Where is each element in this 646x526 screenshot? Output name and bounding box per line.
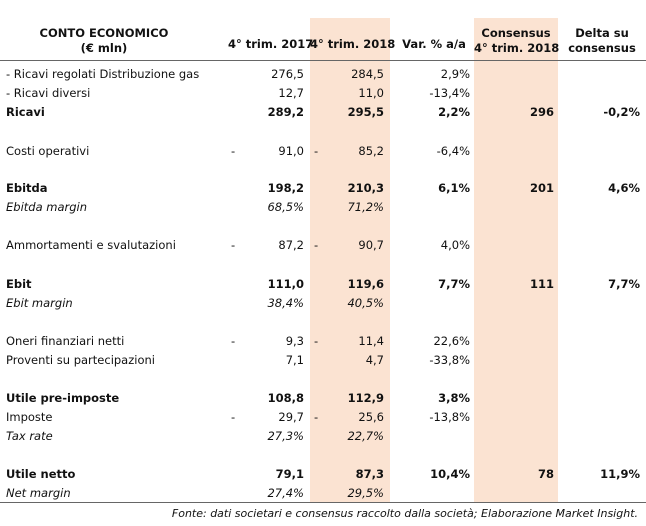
row-4-var: 6,1% (438, 181, 470, 195)
row-15-q2018: 29,5% (347, 486, 384, 500)
row-5-label: Ebitda margin (6, 200, 88, 214)
row-14-var: 10,4% (430, 467, 470, 481)
header-consensus-line2: 4° trim. 2018 (474, 41, 560, 55)
row-14-consensus: 78 (537, 467, 554, 481)
header-var: Var. % a/a (402, 37, 466, 51)
row-2-q2018: 295,5 (347, 105, 384, 119)
row-7-var: 7,7% (438, 277, 470, 291)
row-11-q2018: 112,9 (347, 391, 384, 405)
row-4-consensus: 201 (529, 181, 554, 195)
row-7-q2017: 111,0 (267, 277, 304, 291)
row-2-var: 2,2% (438, 105, 470, 119)
row-4-q2018: 210,3 (347, 181, 384, 195)
header-delta (560, 26, 644, 56)
row-13-q2017: 27,3% (267, 429, 304, 443)
row-7-consensus: 111 (529, 277, 554, 291)
row-9-label: Oneri finanziari netti (6, 334, 125, 348)
row-1-label: - Ricavi diversi (6, 86, 91, 100)
row-7-delta: 7,7% (608, 277, 640, 291)
header-divider (0, 60, 646, 61)
row-8-label: Ebit margin (6, 296, 73, 310)
row-7-label: Ebit (6, 277, 32, 291)
row-9-var: 22,6% (433, 334, 470, 348)
row-1-q2018: 11,0 (358, 86, 384, 100)
bottom-divider (0, 502, 646, 503)
row-3-q2017-minus-sign: - (231, 144, 236, 158)
row-6-q2017: 87,2 (278, 238, 304, 252)
row-13-label: Tax rate (6, 429, 53, 443)
row-12-q2017: 29,7 (278, 410, 304, 424)
row-3-q2018: 85,2 (358, 144, 384, 158)
row-4-delta: 4,6% (608, 181, 640, 195)
row-7-q2018: 119,6 (347, 277, 384, 291)
row-0-var: 2,9% (440, 67, 470, 81)
row-3-q2017: 91,0 (278, 144, 304, 158)
row-3-label: Costi operativi (6, 144, 90, 158)
row-6-label: Ammortamenti e svalutazioni (6, 238, 176, 252)
row-2-label: Ricavi (6, 105, 45, 119)
row-1-q2017: 12,7 (278, 86, 304, 100)
header-consensus (474, 26, 558, 56)
row-15-q2017: 27,4% (267, 486, 304, 500)
header-title (14, 26, 194, 56)
row-12-q2017-minus-sign: - (231, 410, 236, 424)
row-9-q2018: 11,4 (358, 334, 384, 348)
row-15-label: Net margin (6, 486, 71, 500)
header-delta-line2: consensus (568, 41, 636, 55)
row-10-label: Proventi su partecipazioni (6, 353, 155, 367)
row-9-q2018-minus-sign: - (314, 334, 319, 348)
row-11-var: 3,8% (438, 391, 470, 405)
row-10-q2018: 4,7 (365, 353, 384, 367)
row-8-q2018: 40,5% (347, 296, 384, 310)
header-q4-2017: 4° trim. 2017 (228, 37, 314, 51)
row-10-var: -33,8% (429, 353, 470, 367)
row-0-label: - Ricavi regolati Distribuzione gas (6, 67, 200, 81)
highlight-column-consensus (474, 18, 558, 502)
row-5-q2018: 71,2% (347, 200, 384, 214)
header-title-line1: CONTO ECONOMICO (39, 26, 169, 40)
row-9-q2017: 9,3 (285, 334, 304, 348)
row-2-q2017: 289,2 (267, 105, 304, 119)
row-6-var: 4,0% (440, 238, 470, 252)
row-6-q2018: 90,7 (358, 238, 384, 252)
row-9-q2017-minus-sign: - (231, 334, 236, 348)
row-2-consensus: 296 (529, 105, 554, 119)
header-delta-line1: Delta su (575, 26, 629, 40)
row-3-var: -6,4% (436, 144, 470, 158)
row-10-q2017: 7,1 (285, 353, 304, 367)
row-6-q2017-minus-sign: - (231, 238, 236, 252)
row-4-label: Ebitda (6, 181, 48, 195)
row-2-delta: -0,2% (603, 105, 640, 119)
header-title-line2: (€ mln) (80, 41, 128, 55)
row-12-q2018: 25,6 (358, 410, 384, 424)
row-13-q2018: 22,7% (347, 429, 384, 443)
row-14-label: Utile netto (6, 467, 76, 481)
row-3-q2018-minus-sign: - (314, 144, 319, 158)
row-4-q2017: 198,2 (267, 181, 304, 195)
row-12-q2018-minus-sign: - (314, 410, 319, 424)
row-6-q2018-minus-sign: - (314, 238, 319, 252)
row-14-q2018: 87,3 (355, 467, 384, 481)
source-note: Fonte: dati societari e consensus raccolto dalla società; Elaborazione Market Insight. (171, 507, 638, 520)
row-11-label: Utile pre-imposte (6, 391, 120, 405)
row-14-delta: 11,9% (600, 467, 640, 481)
header-consensus-line1: Consensus (481, 26, 551, 40)
row-0-q2017: 276,5 (271, 67, 304, 81)
row-8-q2017: 38,4% (267, 296, 304, 310)
row-12-var: -13,8% (429, 410, 470, 424)
row-0-q2018: 284,5 (351, 67, 384, 81)
row-11-q2017: 108,8 (267, 391, 304, 405)
header-q4-2018: 4° trim. 2018 (310, 37, 396, 51)
row-12-label: Imposte (6, 410, 53, 424)
row-14-q2017: 79,1 (275, 467, 304, 481)
row-1-var: -13,4% (429, 86, 470, 100)
row-5-q2017: 68,5% (267, 200, 304, 214)
